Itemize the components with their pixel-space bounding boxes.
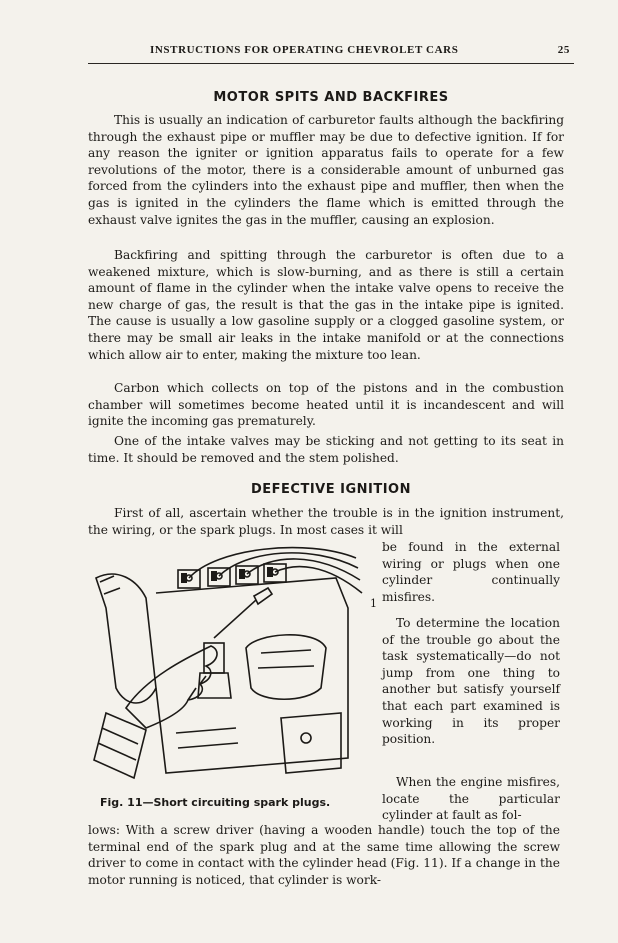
- figure-caption: Fig. 11—Short circuiting spark plugs.: [100, 796, 331, 809]
- page-number: 25: [557, 44, 570, 56]
- header-rule: [88, 63, 574, 64]
- paragraph-1: This is usually an indication of carburetor faults although the backfiring through the exhaust pipe or muffler may be due to defective ignition. If for any reason the igniter or ignition apparatus fails to operate for a few revolutions of the motor, there is a considerable amount of unburned gas forced from the cylinders into the exhaust pipe and muffler, then when the gas is ignited in the cylinders the flame which is emitted through the exhaust valve ignites the gas in the muffler, causing an explosion.: [88, 113, 564, 227]
- wrap-paragraph-3: When the engine misfires, locate the particular cylinder at fault as fol-: [382, 775, 560, 823]
- ignition-intro: First of all, ascertain whether the trouble is in the ignition instrument, the wiring, or the spark plugs. In most cases it will: [88, 506, 564, 537]
- engine-spark-plug-illustration: [86, 538, 378, 796]
- paragraph-3: Carbon which collects on top of the pistons and in the combustion chamber will sometimes become heated until it is incandescent and will ignite the incoming gas prematurely.: [88, 381, 564, 429]
- section-heading-ignition: DEFECTIVE IGNITION: [250, 482, 411, 497]
- wrap-paragraph-2: To determine the location of the trouble go about the task systematically—do not jump from one thing to another but satisfy yourself that each part examined is working in its proper position.: [382, 616, 560, 747]
- wrap-paragraph-1: be found in the external wiring or plugs when one cylinder continually misfires.: [382, 540, 560, 604]
- running-head: [150, 44, 570, 56]
- paragraph-4: One of the intake valves may be sticking and not getting to its seat in time. It should be removed and the stem polished.: [88, 434, 564, 465]
- section-heading-backfires: MOTOR SPITS AND BACKFIRES: [213, 90, 449, 105]
- ignition-tail-paragraph: lows: With a screw driver (having a wooden handle) touch the top of the terminal end of the spark plug and at the same time allowing the screw driver to come in contact with the cylinder head (Fig. 11). If a change in the motor running is noticed, that cylinder is work-: [88, 823, 560, 887]
- side-mark: 1: [370, 597, 377, 610]
- running-head-title: INSTRUCTIONS FOR OPERATING CHEVROLET CARS: [150, 44, 459, 56]
- paragraph-2: Backfiring and spitting through the carburetor is often due to a weakened mixture, which is slow-burning, and as there is still a certain amount of flame in the cylinder when the intake valve opens to receive the new charge of gas, the result is that the gas in the intake pipe is ignited. The cause is usually a low gasoline supply or a clogged gasoline system, or there may be small air leaks in the intake manifold or at the connections which allow air to enter, making the mixture too lean.: [88, 248, 564, 362]
